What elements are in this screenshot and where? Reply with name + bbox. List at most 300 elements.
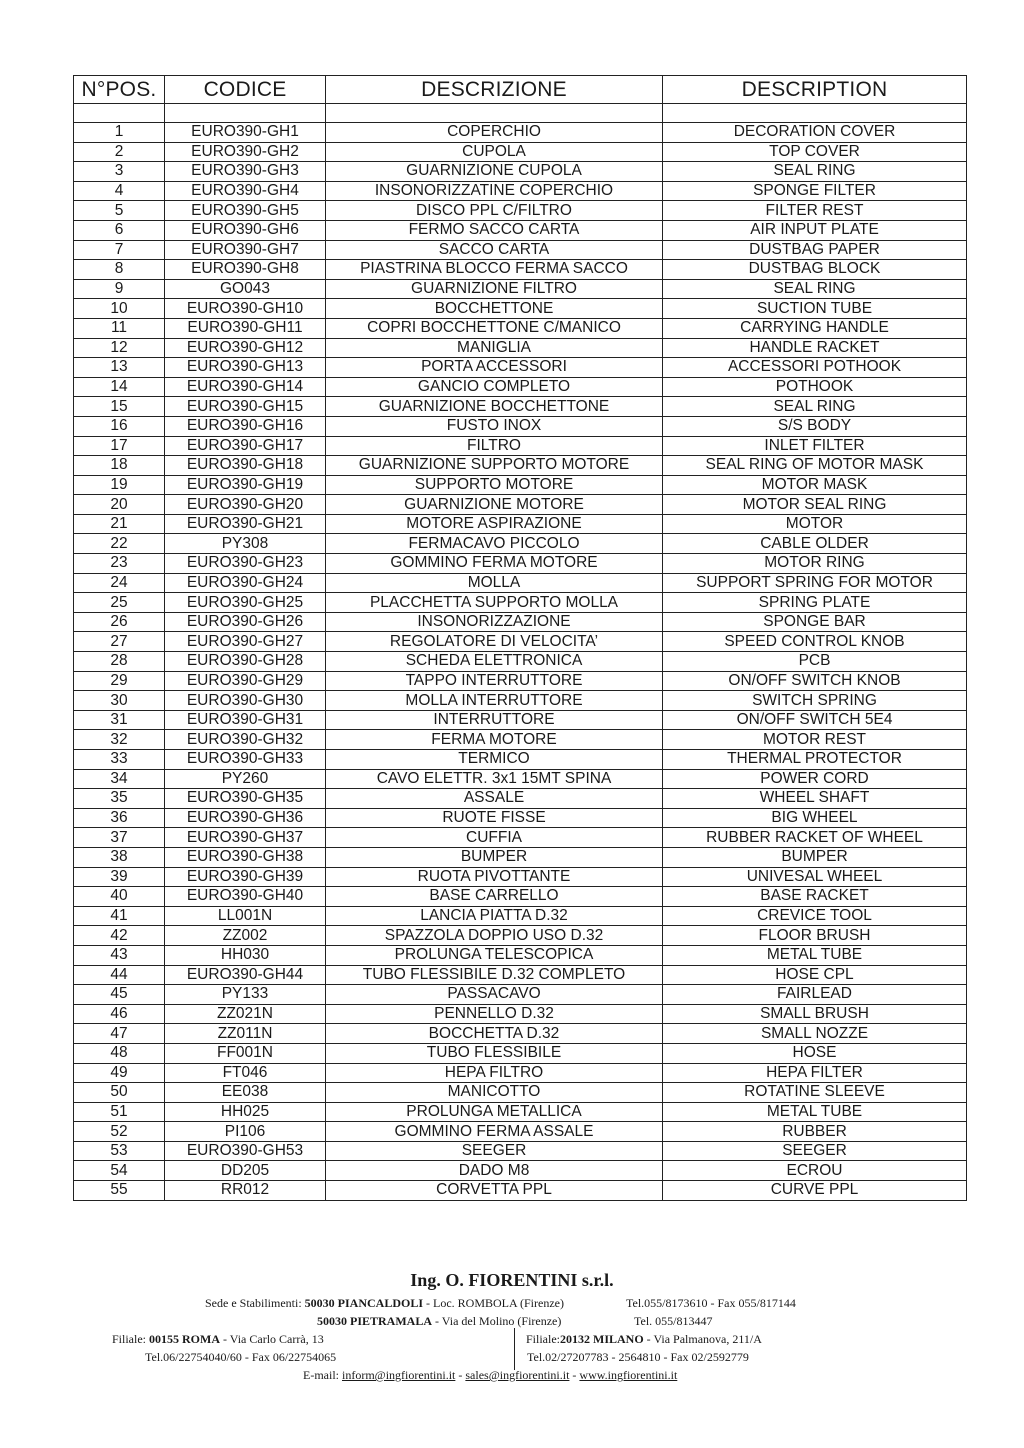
cell-description-en: METAL TUBE [663, 1102, 967, 1122]
cell-description-en: HEPA FILTER [663, 1063, 967, 1083]
table-row [74, 652, 967, 672]
cell-description-it: INSONORIZZAZIONE [326, 612, 663, 632]
cell-pos: 22 [74, 534, 165, 554]
cell-description-it: MANICOTTO [326, 1083, 663, 1103]
cell-description-en: HOSE [663, 1043, 967, 1063]
table-row [74, 377, 967, 397]
cell-pos: 40 [74, 887, 165, 907]
cell-code: EURO390-GH14 [165, 377, 326, 397]
cell-description-it: FUSTO INOX [326, 416, 663, 436]
cell-description-it: PENNELLO D.32 [326, 1004, 663, 1024]
cell-description-it: ASSALE [326, 789, 663, 809]
cell-description-it: DADO M8 [326, 1161, 663, 1181]
cell-description-it: CAVO ELETTR. 3x1 15MT SPINA [326, 769, 663, 789]
cell-pos: 8 [74, 260, 165, 280]
cell-description-en: SPRING PLATE [663, 593, 967, 613]
cell-description-en: SEAL RING OF MOTOR MASK [663, 456, 967, 476]
cell-pos: 1 [74, 123, 165, 143]
table-row [74, 240, 967, 260]
cell-code: EURO390-GH25 [165, 593, 326, 613]
cell-description-en: WHEEL SHAFT [663, 789, 967, 809]
table-header-row [74, 76, 967, 104]
table-row [74, 985, 967, 1005]
footer-hq-phone: Tel.055/8173610 - Fax 055/817144 [626, 1296, 796, 1310]
cell-description-it: CORVETTA PPL [326, 1181, 663, 1201]
cell-description-it: BOCCHETTA D.32 [326, 1024, 663, 1044]
table-row [74, 808, 967, 828]
cell-pos: 17 [74, 436, 165, 456]
cell-description-en: SPEED CONTROL KNOB [663, 632, 967, 652]
cell-description-en: DUSTBAG PAPER [663, 240, 967, 260]
cell-pos: 25 [74, 593, 165, 613]
table-row [74, 867, 967, 887]
header-code: CODICE [165, 76, 326, 104]
cell-code: PI106 [165, 1122, 326, 1142]
cell-code: EURO390-GH27 [165, 632, 326, 652]
header-pos: N°POS. [74, 76, 165, 104]
cell-pos: 44 [74, 965, 165, 985]
cell-code: ZZ011N [165, 1024, 326, 1044]
cell-description-it: SUPPORTO MOTORE [326, 475, 663, 495]
table-row [74, 1004, 967, 1024]
cell-description-en: RUBBER RACKET OF WHEEL [663, 828, 967, 848]
cell-code: LL001N [165, 906, 326, 926]
cell-code: EURO390-GH35 [165, 789, 326, 809]
cell-description-en: ON/OFF SWITCH KNOB [663, 671, 967, 691]
cell-code: EURO390-GH31 [165, 710, 326, 730]
cell-description-en: FLOOR BRUSH [663, 926, 967, 946]
table-row [74, 710, 967, 730]
cell-pos: 37 [74, 828, 165, 848]
cell-description-en: MOTOR MASK [663, 475, 967, 495]
branch-rome-prefix: Filiale: [112, 1332, 146, 1346]
cell-description-it: MOLLA [326, 573, 663, 593]
cell-code: EURO390-GH3 [165, 162, 326, 182]
cell-pos: 38 [74, 847, 165, 867]
cell-pos: 39 [74, 867, 165, 887]
cell-description-en: MOTOR REST [663, 730, 967, 750]
cell-code: EURO390-GH29 [165, 671, 326, 691]
cell-code: ZZ021N [165, 1004, 326, 1024]
cell-description-en: MOTOR SEAL RING [663, 495, 967, 515]
cell-code: PY308 [165, 534, 326, 554]
cell-description-en: SMALL BRUSH [663, 1004, 967, 1024]
table-body [74, 104, 967, 1201]
cell-description-it: GUARNIZIONE FILTRO [326, 279, 663, 299]
branch-milan-address: - Via Palmanova, 211/A [646, 1332, 762, 1346]
cell-pos: 2 [74, 142, 165, 162]
email-label: E-mail: [303, 1368, 339, 1382]
cell-description-it: PASSACAVO [326, 985, 663, 1005]
cell-code: EURO390-GH24 [165, 573, 326, 593]
cell-code: EURO390-GH53 [165, 1141, 326, 1161]
cell-pos: 16 [74, 416, 165, 436]
branch-rome-city: 00155 ROMA [149, 1332, 220, 1346]
cell-description-en: SEEGER [663, 1141, 967, 1161]
cell-pos: 13 [74, 358, 165, 378]
cell-description-it: RUOTE FISSE [326, 808, 663, 828]
cell-pos: 24 [74, 573, 165, 593]
cell-description-en: CURVE PPL [663, 1181, 967, 1201]
footer-hq-locality: - Loc. ROMBOLA (Firenze) [426, 1296, 564, 1310]
table-row [74, 514, 967, 534]
cell-pos: 36 [74, 808, 165, 828]
cell-code: FF001N [165, 1043, 326, 1063]
table-row [74, 260, 967, 280]
cell-description-it: MOTORE ASPIRAZIONE [326, 514, 663, 534]
footer-divider [514, 1328, 515, 1370]
table-row [74, 1102, 967, 1122]
table-row [74, 887, 967, 907]
cell-pos: 52 [74, 1122, 165, 1142]
cell-code: EURO390-GH17 [165, 436, 326, 456]
cell-pos: 4 [74, 181, 165, 201]
cell-description-en: RUBBER [663, 1122, 967, 1142]
cell-description-it: PROLUNGA TELESCOPICA [326, 945, 663, 965]
cell-description-en: SUPPORT SPRING FOR MOTOR [663, 573, 967, 593]
cell-description-en: CABLE OLDER [663, 534, 967, 554]
table-row [74, 769, 967, 789]
cell-description-en: POTHOOK [663, 377, 967, 397]
cell-description-it: COPERCHIO [326, 123, 663, 143]
table-row [74, 847, 967, 867]
cell-pos: 55 [74, 1181, 165, 1201]
header-description-en: DESCRIPTION [663, 76, 967, 104]
table-row [74, 534, 967, 554]
cell-code: RR012 [165, 1181, 326, 1201]
footer-branch-rome [112, 1332, 324, 1347]
cell-description-en: UNIVESAL WHEEL [663, 867, 967, 887]
cell-description-en: SEAL RING [663, 162, 967, 182]
table-row [74, 436, 967, 456]
cell-description-it: HEPA FILTRO [326, 1063, 663, 1083]
cell-description-en: SPONGE FILTER [663, 181, 967, 201]
table-row [74, 554, 967, 574]
cell-code: DD205 [165, 1161, 326, 1181]
table-row [74, 1043, 967, 1063]
cell-description-en: METAL TUBE [663, 945, 967, 965]
footer-plant-phone: Tel. 055/813447 [634, 1314, 713, 1328]
cell-pos: 10 [74, 299, 165, 319]
cell-code: EURO390-GH23 [165, 554, 326, 574]
cell-pos: 50 [74, 1083, 165, 1103]
cell-code: EURO390-GH8 [165, 260, 326, 280]
cell-description-en: FAIRLEAD [663, 985, 967, 1005]
cell-description-it: GUARNIZIONE SUPPORTO MOTORE [326, 456, 663, 476]
table-row [74, 906, 967, 926]
cell-pos: 45 [74, 985, 165, 1005]
cell-description-it: GUARNIZIONE BOCCHETTONE [326, 397, 663, 417]
cell-description-en: SEAL RING [663, 279, 967, 299]
cell-pos: 43 [74, 945, 165, 965]
cell-description-it: RUOTA PIVOTTANTE [326, 867, 663, 887]
cell-description-it: GOMMINO FERMA MOTORE [326, 554, 663, 574]
table-row [74, 965, 967, 985]
cell-code: GO043 [165, 279, 326, 299]
cell-code: EURO390-GH40 [165, 887, 326, 907]
cell-pos: 54 [74, 1161, 165, 1181]
cell-description-it: TUBO FLESSIBILE D.32 COMPLETO [326, 965, 663, 985]
cell-code: EURO390-GH6 [165, 220, 326, 240]
cell-pos: 46 [74, 1004, 165, 1024]
website-link[interactable]: www.ingfiorentini.it [579, 1368, 678, 1382]
cell-description-en: BASE RACKET [663, 887, 967, 907]
cell-description-it: PORTA ACCESSORI [326, 358, 663, 378]
table-row [74, 358, 967, 378]
cell-description-it: TAPPO INTERRUTTORE [326, 671, 663, 691]
table-row [74, 1161, 967, 1181]
table-row [74, 1063, 967, 1083]
cell-description-en: HANDLE RACKET [663, 338, 967, 358]
table-row [74, 123, 967, 143]
cell-description-en: THERMAL PROTECTOR [663, 750, 967, 770]
cell-pos: 15 [74, 397, 165, 417]
cell-code: EURO390-GH28 [165, 652, 326, 672]
company-name: Ing. O. FIORENTINI s.r.l. [410, 1270, 614, 1290]
cell-code: EURO390-GH32 [165, 730, 326, 750]
cell-pos: 3 [74, 162, 165, 182]
cell-description-en: BIG WHEEL [663, 808, 967, 828]
cell-pos: 26 [74, 612, 165, 632]
cell-description-it: SEEGER [326, 1141, 663, 1161]
cell-description-en: POWER CORD [663, 769, 967, 789]
table-row [74, 299, 967, 319]
cell-pos: 29 [74, 671, 165, 691]
cell-description-en: SWITCH SPRING [663, 691, 967, 711]
cell-description-en: S/S BODY [663, 416, 967, 436]
cell-code: EURO390-GH26 [165, 612, 326, 632]
cell-pos: 30 [74, 691, 165, 711]
cell-pos: 6 [74, 220, 165, 240]
table-row [74, 397, 967, 417]
cell-code: EURO390-GH13 [165, 358, 326, 378]
cell-code: EURO390-GH11 [165, 318, 326, 338]
email-sales-link[interactable]: sales@ingfiorentini.it [465, 1368, 570, 1382]
cell-description-it: GOMMINO FERMA ASSALE [326, 1122, 663, 1142]
cell-description-it: PIASTRINA BLOCCO FERMA SACCO [326, 260, 663, 280]
cell-code: EURO390-GH30 [165, 691, 326, 711]
cell-description-en: AIR INPUT PLATE [663, 220, 967, 240]
table-row [74, 162, 967, 182]
cell-pos: 33 [74, 750, 165, 770]
cell-description-en: ROTATINE SLEEVE [663, 1083, 967, 1103]
table-spacer-row [74, 104, 967, 123]
cell-pos: 9 [74, 279, 165, 299]
cell-description-it: MANIGLIA [326, 338, 663, 358]
footer-plant-locality: - Via del Molino (Firenze) [435, 1314, 562, 1328]
cell-description-it: FERMO SACCO CARTA [326, 220, 663, 240]
cell-code: HH030 [165, 945, 326, 965]
cell-description-it: COPRI BOCCHETTONE C/MANICO [326, 318, 663, 338]
cell-code: PY133 [165, 985, 326, 1005]
cell-pos: 27 [74, 632, 165, 652]
table-row [74, 612, 967, 632]
cell-pos: 23 [74, 554, 165, 574]
cell-description-it: FILTRO [326, 436, 663, 456]
cell-pos: 20 [74, 495, 165, 515]
cell-description-en: INLET FILTER [663, 436, 967, 456]
cell-code: EURO390-GH38 [165, 847, 326, 867]
cell-description-en: ECROU [663, 1161, 967, 1181]
table-row [74, 318, 967, 338]
table-row [74, 201, 967, 221]
table-row [74, 338, 967, 358]
cell-description-it: SCHEDA ELETTRONICA [326, 652, 663, 672]
cell-description-it: CUPOLA [326, 142, 663, 162]
branch-milan-city: 20132 MILANO [560, 1332, 644, 1346]
cell-pos: 42 [74, 926, 165, 946]
cell-code: PY260 [165, 769, 326, 789]
cell-code: EURO390-GH19 [165, 475, 326, 495]
cell-description-it: DISCO PPL C/FILTRO [326, 201, 663, 221]
footer-line-2 [317, 1314, 561, 1329]
cell-code: EURO390-GH4 [165, 181, 326, 201]
cell-description-it: SACCO CARTA [326, 240, 663, 260]
parts-table [73, 75, 967, 1201]
cell-description-en: FILTER REST [663, 201, 967, 221]
cell-description-it: GANCIO COMPLETO [326, 377, 663, 397]
cell-code: EURO390-GH20 [165, 495, 326, 515]
table-row [74, 1024, 967, 1044]
email-inform-link[interactable]: inform@ingfiorentini.it [342, 1368, 456, 1382]
branch-rome-address: - Via Carlo Carrà, 13 [223, 1332, 324, 1346]
cell-pos: 21 [74, 514, 165, 534]
footer-branch-milan [526, 1332, 762, 1347]
cell-description-it: TUBO FLESSIBILE [326, 1043, 663, 1063]
cell-description-en: DUSTBAG BLOCK [663, 260, 967, 280]
table-row [74, 632, 967, 652]
cell-code: EURO390-GH1 [165, 123, 326, 143]
cell-description-en: ACCESSORI POTHOOK [663, 358, 967, 378]
cell-code: EURO390-GH5 [165, 201, 326, 221]
cell-pos: 11 [74, 318, 165, 338]
cell-code: EURO390-GH15 [165, 397, 326, 417]
footer-hq-address: 50030 PIANCALDOLI [304, 1296, 423, 1310]
cell-description-it: BASE CARRELLO [326, 887, 663, 907]
table-row [74, 926, 967, 946]
table-row [74, 416, 967, 436]
table-row [74, 750, 967, 770]
table-row [74, 1141, 967, 1161]
cell-pos: 12 [74, 338, 165, 358]
cell-pos: 19 [74, 475, 165, 495]
cell-code: EURO390-GH12 [165, 338, 326, 358]
table-row [74, 142, 967, 162]
table-row [74, 730, 967, 750]
cell-description-it: PROLUNGA METALLICA [326, 1102, 663, 1122]
cell-description-en: SPONGE BAR [663, 612, 967, 632]
cell-code: EE038 [165, 1083, 326, 1103]
cell-code: EURO390-GH36 [165, 808, 326, 828]
cell-description-it: FERMA MOTORE [326, 730, 663, 750]
cell-description-en: CREVICE TOOL [663, 906, 967, 926]
cell-description-it: INTERRUTTORE [326, 710, 663, 730]
branch-milan-prefix: Filiale: [526, 1332, 560, 1346]
cell-description-en: SEAL RING [663, 397, 967, 417]
cell-description-en: CARRYING HANDLE [663, 318, 967, 338]
table-row [74, 573, 967, 593]
cell-pos: 48 [74, 1043, 165, 1063]
cell-description-it: TERMICO [326, 750, 663, 770]
cell-code: HH025 [165, 1102, 326, 1122]
table-row [74, 1181, 967, 1201]
table-row [74, 593, 967, 613]
cell-description-it: FERMACAVO PICCOLO [326, 534, 663, 554]
cell-pos: 18 [74, 456, 165, 476]
cell-description-it: PLACCHETTA SUPPORTO MOLLA [326, 593, 663, 613]
table-row [74, 1083, 967, 1103]
cell-description-en: MOTOR [663, 514, 967, 534]
cell-description-en: SMALL NOZZE [663, 1024, 967, 1044]
cell-code: EURO390-GH21 [165, 514, 326, 534]
cell-description-it: BUMPER [326, 847, 663, 867]
table-row [74, 279, 967, 299]
cell-pos: 49 [74, 1063, 165, 1083]
cell-pos: 34 [74, 769, 165, 789]
cell-code: EURO390-GH39 [165, 867, 326, 887]
cell-pos: 5 [74, 201, 165, 221]
table-row [74, 828, 967, 848]
cell-code: EURO390-GH7 [165, 240, 326, 260]
cell-description-en: SUCTION TUBE [663, 299, 967, 319]
cell-description-en: BUMPER [663, 847, 967, 867]
cell-code: EURO390-GH44 [165, 965, 326, 985]
table-row [74, 456, 967, 476]
cell-pos: 28 [74, 652, 165, 672]
table-row [74, 691, 967, 711]
cell-code: EURO390-GH37 [165, 828, 326, 848]
cell-pos: 32 [74, 730, 165, 750]
cell-pos: 7 [74, 240, 165, 260]
cell-pos: 31 [74, 710, 165, 730]
cell-description-it: BOCCHETTONE [326, 299, 663, 319]
cell-code: ZZ002 [165, 926, 326, 946]
table-row [74, 475, 967, 495]
cell-code: EURO390-GH2 [165, 142, 326, 162]
cell-description-en: DECORATION COVER [663, 123, 967, 143]
cell-description-en: MOTOR RING [663, 554, 967, 574]
cell-pos: 41 [74, 906, 165, 926]
table-row [74, 789, 967, 809]
cell-code: EURO390-GH33 [165, 750, 326, 770]
table-row [74, 495, 967, 515]
table-row [74, 1122, 967, 1142]
cell-code: FT046 [165, 1063, 326, 1083]
cell-pos: 14 [74, 377, 165, 397]
branch-milan-phone: Tel.02/27207783 - 2564810 - Fax 02/2592779 [527, 1350, 749, 1364]
cell-description-it: MOLLA INTERRUTTORE [326, 691, 663, 711]
cell-description-it: SPAZZOLA DOPPIO USO D.32 [326, 926, 663, 946]
cell-code: EURO390-GH18 [165, 456, 326, 476]
header-description-it: DESCRIZIONE [326, 76, 663, 104]
cell-pos: 47 [74, 1024, 165, 1044]
cell-code: EURO390-GH10 [165, 299, 326, 319]
cell-pos: 35 [74, 789, 165, 809]
cell-description-it: REGOLATORE DI VELOCITA’ [326, 632, 663, 652]
footer-hq-prefix: Sede e Stabilimenti: [205, 1296, 302, 1310]
table-row [74, 671, 967, 691]
branch-rome-phone: Tel.06/22754040/60 - Fax 06/22754065 [145, 1350, 337, 1364]
cell-pos: 51 [74, 1102, 165, 1122]
table-row [74, 181, 967, 201]
cell-code: EURO390-GH16 [165, 416, 326, 436]
cell-description-it: GUARNIZIONE MOTORE [326, 495, 663, 515]
cell-description-en: PCB [663, 652, 967, 672]
cell-description-en: ON/OFF SWITCH 5E4 [663, 710, 967, 730]
table-row [74, 945, 967, 965]
cell-description-it: INSONORIZZATINE COPERCHIO [326, 181, 663, 201]
footer-plant-address: 50030 PIETRAMALA [317, 1314, 433, 1328]
